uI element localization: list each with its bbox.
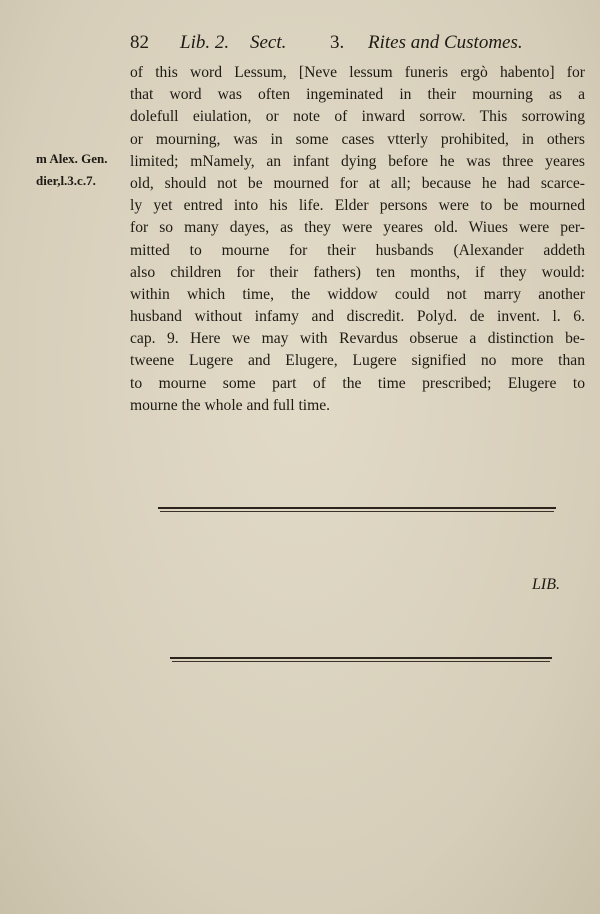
section-number: 3. xyxy=(330,32,345,53)
text-line: ly yet entred into his life. Elder persons were to be mourned xyxy=(130,197,585,215)
body-text xyxy=(130,62,585,417)
margin-note-2: dier,l.3.c.7. xyxy=(36,173,96,188)
catchword: LIB. xyxy=(532,576,560,593)
page-number: 82 xyxy=(130,32,149,53)
text-line: also children for their fathers) ten months, if they would: xyxy=(130,263,585,281)
text-line: tweene Lugere and Elugere, Lugere signified no more than xyxy=(130,352,585,370)
book-label: Lib. 2. xyxy=(180,32,230,53)
show-through-texture xyxy=(170,520,590,650)
section-rule-bottom xyxy=(170,657,552,659)
text-line: that word was often ingeminated in their mourning as a xyxy=(130,86,585,104)
margin-note-1: m Alex. Gen. xyxy=(36,151,108,166)
section-rule-top xyxy=(158,507,556,509)
text-line: cap. 9. Here we may with Revardus obserue a distinction be- xyxy=(130,330,585,348)
text-line: limited; mNamely, an infant dying before he was three yeares xyxy=(130,152,585,170)
text-line: dolefull eiulation, or note of inward sorrow. This sorrowing xyxy=(130,108,585,126)
text-line: husband without infamy and discredit. Polyd. de invent. l. 6. xyxy=(130,308,585,326)
section-label: Sect. xyxy=(250,32,287,53)
text-line: or mourning, was in some cases vtterly prohibited, in others xyxy=(130,130,585,148)
section-rule-top-inner xyxy=(160,511,554,512)
running-head xyxy=(130,32,570,58)
text-line: mitted to mourne for their husbands (Alexander addeth xyxy=(130,241,585,259)
running-title: Rites and Customes. xyxy=(368,32,523,53)
text-line: for so many dayes, as they were yeares old. Wiues were per- xyxy=(130,219,585,237)
text-line: to mourne some part of the time prescribed; Elugere to xyxy=(130,374,585,392)
text-line: within which time, the widdow could not marry another xyxy=(130,285,585,303)
text-line: of this word Lessum, [Neve lessum funeris ergò habento] for xyxy=(130,64,585,81)
section-rule-bottom-inner xyxy=(172,661,550,662)
text-line: mourne the whole and full time. xyxy=(130,396,331,414)
text-line: old, should not be mourned for at all; because he had scarce- xyxy=(130,174,585,192)
